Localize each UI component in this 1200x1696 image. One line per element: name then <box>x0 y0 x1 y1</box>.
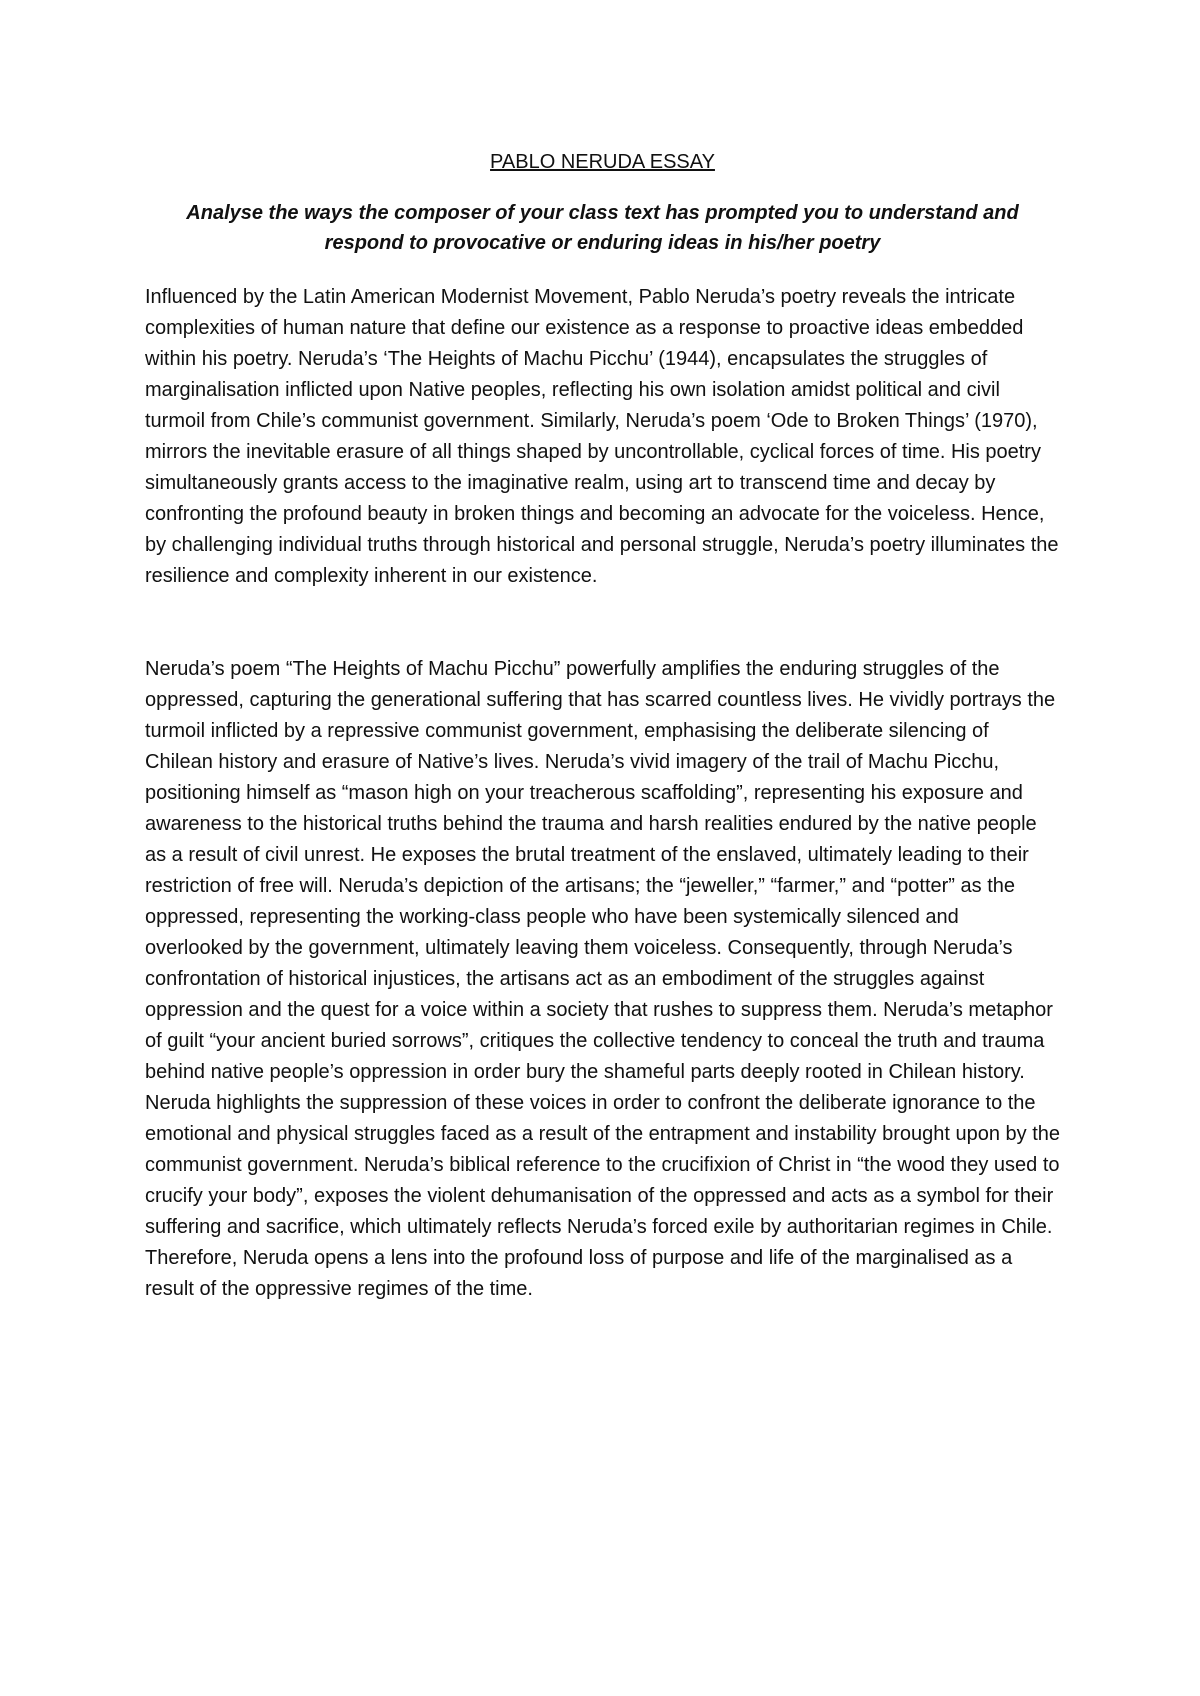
essay-question: Analyse the ways the composer of your class text has prompted you to understand and respond to provocative or enduring ideas in his/her poetry <box>186 202 1019 254</box>
document-page <box>145 148 1060 1305</box>
paragraph-body-1: Neruda’s poem “The Heights of Machu Picchu” powerfully amplifies the enduring struggles of the oppressed, capturing the generational suffering that has scarred countless lives. He vividly portrays the turmoil inflicted by a repressive communist government, emphasising the deliberate silencing of Chilean history and erasure of Native’s lives. Neruda’s vivid imagery of the trail of Machu Picchu, positioning himself as “mason high on your treacherous scaffolding”, representing his exposure and awareness to the historical truths behind the trauma and harsh realities endured by the native people as a result of civil unrest. He exposes the brutal treatment of the enslaved, ultimately leading to their restriction of free will. Neruda’s depiction of the artisans; the “jeweller,” “farmer,” and “potter” as the oppressed, representing the working-class people who have been systemically silenced and overlooked by the government, ultimately leaving them voiceless. Consequently, through Neruda’s confrontation of historical injustices, the artisans act as an embodiment of the struggles against oppression and the quest for a voice within a society that rushes to suppress them. Neruda’s metaphor of guilt “your ancient buried sorrows”, critiques the collective tendency to conceal the truth and trauma behind native people’s oppression in order bury the shameful parts deeply rooted in Chilean history. Neruda highlights the suppression of these voices in order to confront the deliberate ignorance to the emotional and physical struggles faced as a result of the entrapment and instability brought upon by the communist government. Neruda’s biblical reference to the crucifixion of Christ in “the wood they used to crucify your body”, exposes the violent dehumanisation of the oppressed and acts as a symbol for their suffering and sacrifice, which ultimately reflects Neruda’s forced exile by authoritarian regimes in Chile. Therefore, Neruda opens a lens into the profound loss of purpose and life of the marginalised as a result of the oppressive regimes of the time. <box>145 658 1061 1300</box>
paragraph-introduction: Influenced by the Latin American Modernist Movement, Pablo Neruda’s poetry reveals the intricate complexities of human nature that define our existence as a response to proactive ideas embedded within his poetry. Neruda’s ‘The Heights of Machu Picchu’ (1944), encapsulates the struggles of marginalisation inflicted upon Native peoples, reflecting his own isolation amidst political and civil turmoil from Chile’s communist government. Similarly, Neruda’s poem ‘Ode to Broken Things’ (1970), mirrors the inevitable erasure of all things shaped by uncontrollable, cyclical forces of time. His poetry simultaneously grants access to the imaginative realm, using art to transcend time and decay by confronting the profound beauty in broken things and becoming an advocate for the voiceless. Hence, by challenging individual truths through historical and personal struggle, Neruda’s poetry illuminates the resilience and complexity inherent in our existence. <box>145 286 1059 587</box>
document-title: PABLO NERUDA ESSAY <box>490 151 715 173</box>
